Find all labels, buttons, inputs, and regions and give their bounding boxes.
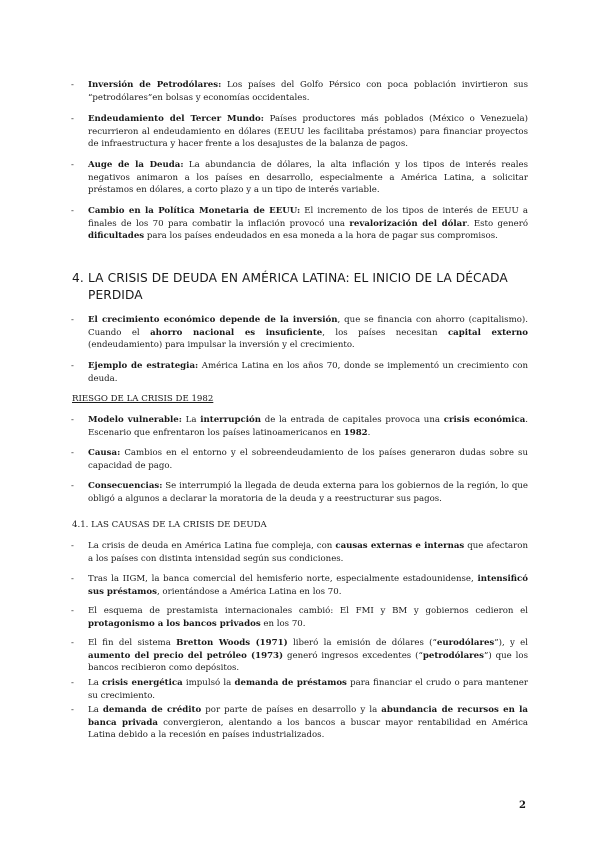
bullet-modelo-vulnerable: - Modelo vulnerable: La interrupción de la entrada de capitales provoca una crisis económica. Escenario que enfrentaron los países latinoamericanos en 1982.	[88, 414, 528, 439]
bullet-crisis-compleja: - La crisis de deuda en América Latina fue compleja, con causas externas e internas que afectaron a los países con distinta intensidad según sus condiciones.	[88, 540, 528, 565]
bullet-petrodolares: - Inversión de Petrodólares: Los países del Golfo Pérsico con poca población invirtieron sus “petrodólares”en bolsas y economías occidentales.	[88, 79, 528, 104]
bullet-tras-iigm: - Tras la IIGM, la banca comercial del hemisferio norte, especialmente estadounidense, intensificó sus préstamos, orientándose a América Latina en los 70.	[88, 573, 528, 598]
bullet-endeudamiento: - Endeudamiento del Tercer Mundo: Países productores más poblados (México o Venezuela) recurrieron al endeudamiento en dólares (EEUU les facilitaba préstamos) para financiar proyectos de infraestructura y hacer frente a los desajustes de la balanza de pagos.	[88, 113, 528, 151]
bullet-crisis-energetica: - La crisis energética impulsó la demanda de préstamos para financiar el crudo o para mantener su crecimiento.	[88, 677, 528, 702]
bullet-crecimiento-inversion: - El crecimiento económico depende de la inversión, que se financia con ahorro (capitalismo). Cuando el ahorro nacional es insuficiente, los países necesitan capital externo (endeudamiento) para impulsar la inversión y el crecimiento.	[88, 314, 528, 352]
section-4-heading: 4. LA CRISIS DE DEUDA EN AMÉRICA LATINA: EL INICIO DE LA DÉCADA PERDIDA	[72, 271, 508, 302]
bullet-bretton-woods: - El fin del sistema Bretton Woods (1971) liberó la emisión de dólares (“eurodólares”), y el aumento del precio del petróleo (1973) generó ingresos excedentes (“petrodólares”) que los bancos recibieron como depósitos.	[88, 637, 528, 675]
bullet-ejemplo-estrategia: - Ejemplo de estrategia: América Latina en los años 70, donde se implementó un crecimiento con deuda.	[88, 360, 528, 385]
bullet-politica-monetaria: - Cambio en la Política Monetaria de EEUU: El incremento de los tipos de interés de EEUU a finales de los 70 para combatir la inflación provocó una revalorización del dólar. Esto generó dificultades para los países endeudados en esa moneda a la hora de pagar sus compromisos.	[88, 205, 528, 243]
bullet-consecuencias: - Consecuencias: Se interrumpió la llegada de deuda externa para los gobiernos de la región, lo que obligó a algunos a declarar la moratoria de la deuda y a reestructurar sus pagos.	[88, 480, 528, 505]
bullet-causa: - Causa: Cambios en el entorno y el sobreendeudamiento de los países generaron dudas sobre su capacidad de pago.	[88, 447, 528, 472]
causas-heading: 4.1. LAS CAUSAS DE LA CRISIS DE DEUDA	[72, 520, 267, 530]
bullet-demanda-credito: - La demanda de crédito por parte de países en desarrollo y la abundancia de recursos en la banca privada convergieron, alentando a los bancos a buscar mayor rentabilidad en América Latina debido a la recesión en países industrializados.	[88, 704, 528, 742]
bullet-auge-deuda: - Auge de la Deuda: La abundancia de dólares, la alta inflación y los tipos de interés reales negativos animaron a los países en desarrollo, especialmente a América Latina, a solicitar préstamos en dólares, a corto plazo y a un tipo de interés variable.	[88, 159, 528, 197]
riesgo-heading: RIESGO DE LA CRISIS DE 1982	[72, 394, 214, 404]
bullet-esquema-prestamistas: - El esquema de prestamista internacionales cambió: El FMI y BM y gobiernos cedieron el protagonismo a los bancos privados en los 70.	[88, 605, 528, 630]
page-number: 2	[519, 800, 526, 811]
